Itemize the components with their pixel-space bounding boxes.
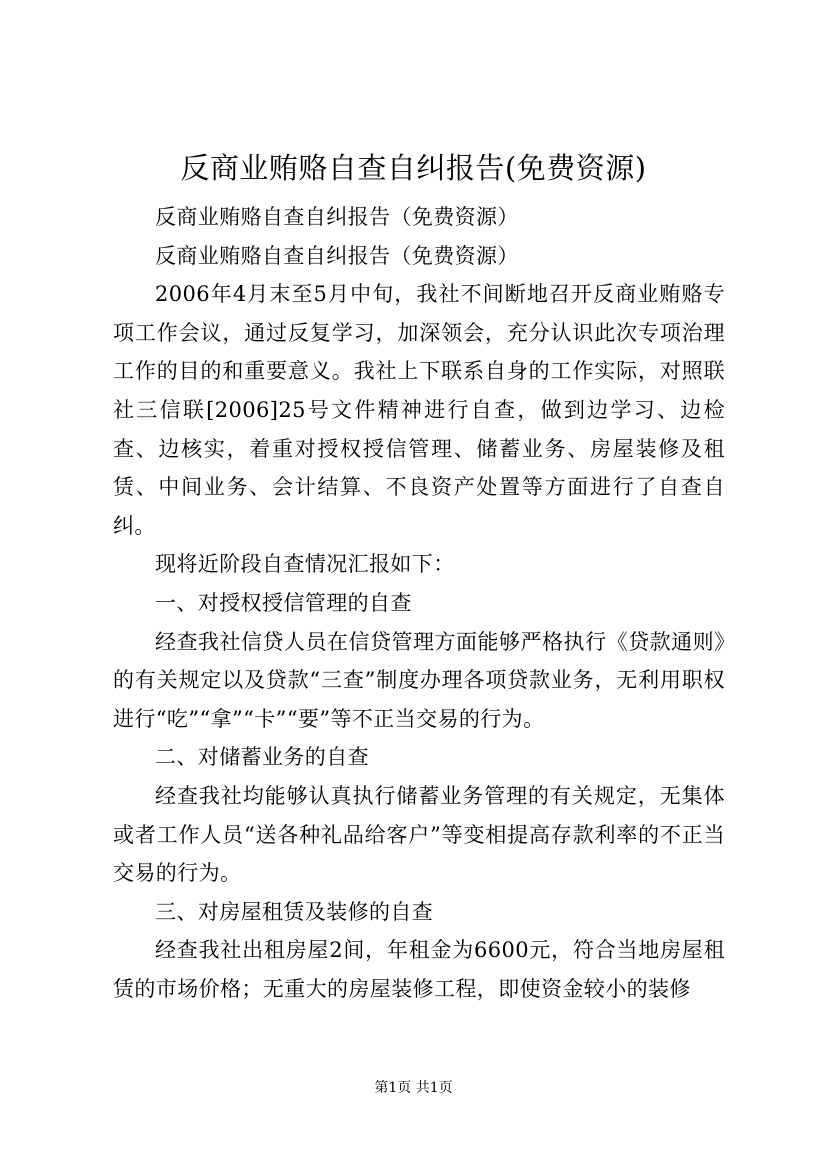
page-number: 第1页 共1页 (374, 1080, 453, 1096)
body-paragraph: 经查我社均能够认真执行储蓄业务管理的有关规定，无集体或者工作人员“送各种礼品给客户”等变相提高存款利率的不正当交易的行为。 (113, 783, 725, 886)
document-title: 反商业贿赂自查自纠报告(免费资源) (180, 151, 647, 185)
section-heading: 一、对授权授信管理的自查 (155, 590, 412, 615)
body-paragraph: 经查我社出租房屋2间，年租金为6600元，符合当地房屋租赁的市场价格；无重大的房屋装修工程，即使资金较小的装修 (113, 938, 725, 1001)
body-paragraph: 经查我社信贷人员在信贷管理方面能够严格执行《贷款通则》的有关规定以及贷款“三查”制度办理各项贷款业务，无利用职权进行“吃”“拿”“卡”“要”等不正当交易的行为。 (113, 629, 725, 731)
page-footer (0, 1078, 827, 1098)
body-paragraph: 现将近阶段自查情况汇报如下： (155, 552, 455, 577)
subtitle-line: 反商业贿赂自查自纠报告（免费资源） (155, 205, 519, 229)
section-heading: 二、对储蓄业务的自查 (155, 745, 369, 770)
subtitle-line: 反商业贿赂自查自纠报告（免费资源） (155, 243, 519, 268)
body-paragraph: 2006年4月末至5月中旬，我社不间断地召开反商业贿赂专项工作会议，通过反复学习，加深领会，充分认识此次专项治理工作的目的和重要意义。我社上下联系自身的工作实际，对照联社三信联[2006]25号文件精神进行自查，做到边学习、边检查、边核实，着重对授权授信管理、储蓄业务、房屋装修及租赁、中间业务、会计结算、不良资产处置等方面进行了自查自纠。 (113, 282, 725, 538)
section-heading: 三、对房屋租赁及装修的自查 (155, 899, 434, 924)
document-body (113, 198, 725, 1008)
